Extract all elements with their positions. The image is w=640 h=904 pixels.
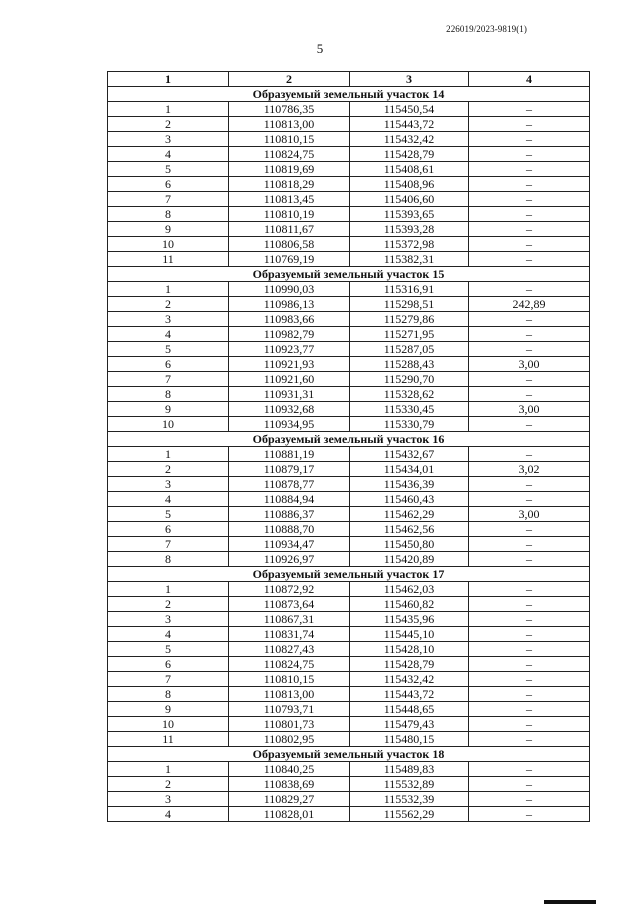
x-coordinate-cell: 110819,69 [229, 162, 350, 177]
value-cell: – [469, 717, 590, 732]
x-coordinate-cell: 110824,75 [229, 657, 350, 672]
x-coordinate-cell: 110831,74 [229, 627, 350, 642]
x-coordinate-cell: 110872,92 [229, 582, 350, 597]
y-coordinate-cell: 115462,56 [350, 522, 469, 537]
value-cell: 242,89 [469, 297, 590, 312]
point-number-cell: 5 [108, 642, 229, 657]
table-row [108, 312, 590, 327]
y-coordinate-cell: 115432,42 [350, 672, 469, 687]
x-coordinate-cell: 110793,71 [229, 702, 350, 717]
point-number-cell: 7 [108, 672, 229, 687]
table-row [108, 582, 590, 597]
x-coordinate-cell: 110801,73 [229, 717, 350, 732]
x-coordinate-cell: 110886,37 [229, 507, 350, 522]
x-coordinate-cell: 110829,27 [229, 792, 350, 807]
value-cell: – [469, 237, 590, 252]
section-title: Образуемый земельный участок 14 [108, 87, 590, 102]
y-coordinate-cell: 115382,31 [350, 252, 469, 267]
value-cell: – [469, 522, 590, 537]
point-number-cell: 4 [108, 807, 229, 822]
point-number-cell: 8 [108, 387, 229, 402]
y-coordinate-cell: 115393,28 [350, 222, 469, 237]
value-cell: 3,00 [469, 402, 590, 417]
table-row [108, 537, 590, 552]
y-coordinate-cell: 115489,83 [350, 762, 469, 777]
x-coordinate-cell: 110931,31 [229, 387, 350, 402]
value-cell: – [469, 642, 590, 657]
value-cell: 3,00 [469, 357, 590, 372]
table-row [108, 162, 590, 177]
y-coordinate-cell: 115298,51 [350, 297, 469, 312]
table-row [108, 612, 590, 627]
table-row [108, 387, 590, 402]
point-number-cell: 11 [108, 252, 229, 267]
x-coordinate-cell: 110818,29 [229, 177, 350, 192]
value-cell: – [469, 117, 590, 132]
y-coordinate-cell: 115287,05 [350, 342, 469, 357]
x-coordinate-cell: 110813,00 [229, 687, 350, 702]
y-coordinate-cell: 115462,03 [350, 582, 469, 597]
x-coordinate-cell: 110926,97 [229, 552, 350, 567]
x-coordinate-cell: 110810,19 [229, 207, 350, 222]
y-coordinate-cell: 115330,79 [350, 417, 469, 432]
y-coordinate-cell: 115448,65 [350, 702, 469, 717]
point-number-cell: 2 [108, 297, 229, 312]
table-row [108, 477, 590, 492]
y-coordinate-cell: 115432,67 [350, 447, 469, 462]
coordinates-table [107, 71, 590, 822]
x-coordinate-cell: 110879,17 [229, 462, 350, 477]
table-row [108, 657, 590, 672]
section-title: Образуемый земельный участок 16 [108, 432, 590, 447]
table-row [108, 192, 590, 207]
y-coordinate-cell: 115434,01 [350, 462, 469, 477]
table-row [108, 327, 590, 342]
x-coordinate-cell: 110824,75 [229, 147, 350, 162]
point-number-cell: 7 [108, 372, 229, 387]
table-row [108, 177, 590, 192]
value-cell: – [469, 597, 590, 612]
value-cell: – [469, 672, 590, 687]
x-coordinate-cell: 110934,47 [229, 537, 350, 552]
point-number-cell: 9 [108, 702, 229, 717]
value-cell: – [469, 147, 590, 162]
value-cell: – [469, 792, 590, 807]
section-title: Образуемый земельный участок 15 [108, 267, 590, 282]
x-coordinate-cell: 110802,95 [229, 732, 350, 747]
value-cell: – [469, 627, 590, 642]
y-coordinate-cell: 115562,29 [350, 807, 469, 822]
table-row [108, 342, 590, 357]
x-coordinate-cell: 110982,79 [229, 327, 350, 342]
table-row [108, 717, 590, 732]
table-row [108, 597, 590, 612]
table-row [108, 357, 590, 372]
value-cell: – [469, 252, 590, 267]
x-coordinate-cell: 110990,03 [229, 282, 350, 297]
table-row [108, 762, 590, 777]
y-coordinate-cell: 115408,61 [350, 162, 469, 177]
table-row [108, 117, 590, 132]
table-header-row [108, 72, 590, 87]
point-number-cell: 9 [108, 402, 229, 417]
point-number-cell: 4 [108, 492, 229, 507]
point-number-cell: 8 [108, 207, 229, 222]
x-coordinate-cell: 110840,25 [229, 762, 350, 777]
y-coordinate-cell: 115532,89 [350, 777, 469, 792]
x-coordinate-cell: 110986,13 [229, 297, 350, 312]
value-cell: – [469, 477, 590, 492]
table-row [108, 642, 590, 657]
point-number-cell: 3 [108, 477, 229, 492]
y-coordinate-cell: 115428,79 [350, 147, 469, 162]
value-cell: – [469, 417, 590, 432]
x-coordinate-cell: 110838,69 [229, 777, 350, 792]
y-coordinate-cell: 115532,39 [350, 792, 469, 807]
value-cell: – [469, 777, 590, 792]
section-header-row [108, 87, 590, 102]
point-number-cell: 7 [108, 537, 229, 552]
document-id: 226019/2023-9819(1) [446, 24, 527, 34]
table-row [108, 777, 590, 792]
y-coordinate-cell: 115450,54 [350, 102, 469, 117]
section-header-row [108, 432, 590, 447]
point-number-cell: 3 [108, 612, 229, 627]
point-number-cell: 10 [108, 717, 229, 732]
y-coordinate-cell: 115290,70 [350, 372, 469, 387]
x-coordinate-cell: 110811,67 [229, 222, 350, 237]
x-coordinate-cell: 110867,31 [229, 612, 350, 627]
table-row [108, 462, 590, 477]
table-row [108, 672, 590, 687]
value-cell: – [469, 732, 590, 747]
x-coordinate-cell: 110828,01 [229, 807, 350, 822]
table-row [108, 282, 590, 297]
table-row [108, 102, 590, 117]
column-header-2: 2 [229, 72, 350, 87]
value-cell: – [469, 162, 590, 177]
value-cell: – [469, 327, 590, 342]
value-cell: – [469, 552, 590, 567]
x-coordinate-cell: 110873,64 [229, 597, 350, 612]
section-header-row [108, 267, 590, 282]
section-title: Образуемый земельный участок 17 [108, 567, 590, 582]
value-cell: – [469, 102, 590, 117]
point-number-cell: 6 [108, 177, 229, 192]
x-coordinate-cell: 110881,19 [229, 447, 350, 462]
value-cell: – [469, 492, 590, 507]
point-number-cell: 5 [108, 507, 229, 522]
point-number-cell: 6 [108, 522, 229, 537]
y-coordinate-cell: 115432,42 [350, 132, 469, 147]
y-coordinate-cell: 115443,72 [350, 687, 469, 702]
table-row [108, 552, 590, 567]
y-coordinate-cell: 115420,89 [350, 552, 469, 567]
y-coordinate-cell: 115436,39 [350, 477, 469, 492]
point-number-cell: 4 [108, 627, 229, 642]
point-number-cell: 6 [108, 657, 229, 672]
section-header-row [108, 567, 590, 582]
x-coordinate-cell: 110813,45 [229, 192, 350, 207]
value-cell: – [469, 312, 590, 327]
point-number-cell: 2 [108, 597, 229, 612]
x-coordinate-cell: 110932,68 [229, 402, 350, 417]
point-number-cell: 2 [108, 777, 229, 792]
y-coordinate-cell: 115408,96 [350, 177, 469, 192]
value-cell: – [469, 447, 590, 462]
y-coordinate-cell: 115288,43 [350, 357, 469, 372]
y-coordinate-cell: 115460,43 [350, 492, 469, 507]
point-number-cell: 3 [108, 792, 229, 807]
y-coordinate-cell: 115445,10 [350, 627, 469, 642]
y-coordinate-cell: 115372,98 [350, 237, 469, 252]
table-row [108, 807, 590, 822]
point-number-cell: 2 [108, 117, 229, 132]
point-number-cell: 1 [108, 282, 229, 297]
point-number-cell: 1 [108, 582, 229, 597]
point-number-cell: 5 [108, 342, 229, 357]
value-cell: – [469, 207, 590, 222]
y-coordinate-cell: 115428,10 [350, 642, 469, 657]
point-number-cell: 1 [108, 762, 229, 777]
value-cell: – [469, 177, 590, 192]
y-coordinate-cell: 115450,80 [350, 537, 469, 552]
point-number-cell: 7 [108, 192, 229, 207]
y-coordinate-cell: 115443,72 [350, 117, 469, 132]
x-coordinate-cell: 110810,15 [229, 132, 350, 147]
y-coordinate-cell: 115393,65 [350, 207, 469, 222]
x-coordinate-cell: 110786,35 [229, 102, 350, 117]
point-number-cell: 11 [108, 732, 229, 747]
footer-mark [544, 900, 596, 904]
section-header-row [108, 747, 590, 762]
table-row [108, 222, 590, 237]
table-row [108, 627, 590, 642]
value-cell: 3,02 [469, 462, 590, 477]
value-cell: – [469, 387, 590, 402]
point-number-cell: 1 [108, 102, 229, 117]
y-coordinate-cell: 115328,62 [350, 387, 469, 402]
table-row [108, 297, 590, 312]
value-cell: – [469, 372, 590, 387]
table-row [108, 132, 590, 147]
point-number-cell: 4 [108, 147, 229, 162]
table-row [108, 417, 590, 432]
table-row [108, 447, 590, 462]
x-coordinate-cell: 110921,60 [229, 372, 350, 387]
page-number: 5 [316, 41, 324, 56]
value-cell: – [469, 582, 590, 597]
table-row [108, 732, 590, 747]
point-number-cell: 10 [108, 237, 229, 252]
point-number-cell: 8 [108, 552, 229, 567]
section-title: Образуемый земельный участок 18 [108, 747, 590, 762]
table-row [108, 147, 590, 162]
x-coordinate-cell: 110810,15 [229, 672, 350, 687]
y-coordinate-cell: 115330,45 [350, 402, 469, 417]
x-coordinate-cell: 110827,43 [229, 642, 350, 657]
x-coordinate-cell: 110813,00 [229, 117, 350, 132]
value-cell: – [469, 807, 590, 822]
y-coordinate-cell: 115316,91 [350, 282, 469, 297]
table-row [108, 402, 590, 417]
table-row [108, 507, 590, 522]
table-row [108, 702, 590, 717]
table-row [108, 207, 590, 222]
x-coordinate-cell: 110769,19 [229, 252, 350, 267]
y-coordinate-cell: 115479,43 [350, 717, 469, 732]
value-cell: – [469, 342, 590, 357]
value-cell: – [469, 222, 590, 237]
x-coordinate-cell: 110878,77 [229, 477, 350, 492]
y-coordinate-cell: 115462,29 [350, 507, 469, 522]
table-row [108, 372, 590, 387]
y-coordinate-cell: 115480,15 [350, 732, 469, 747]
value-cell: 3,00 [469, 507, 590, 522]
x-coordinate-cell: 110923,77 [229, 342, 350, 357]
point-number-cell: 10 [108, 417, 229, 432]
table-row [108, 237, 590, 252]
column-header-3: 3 [350, 72, 469, 87]
value-cell: – [469, 702, 590, 717]
x-coordinate-cell: 110934,95 [229, 417, 350, 432]
value-cell: – [469, 537, 590, 552]
point-number-cell: 9 [108, 222, 229, 237]
value-cell: – [469, 132, 590, 147]
column-header-4: 4 [469, 72, 590, 87]
table-row [108, 792, 590, 807]
point-number-cell: 6 [108, 357, 229, 372]
table-row [108, 252, 590, 267]
x-coordinate-cell: 110983,66 [229, 312, 350, 327]
x-coordinate-cell: 110888,70 [229, 522, 350, 537]
y-coordinate-cell: 115271,95 [350, 327, 469, 342]
x-coordinate-cell: 110921,93 [229, 357, 350, 372]
point-number-cell: 5 [108, 162, 229, 177]
x-coordinate-cell: 110806,58 [229, 237, 350, 252]
table-row [108, 522, 590, 537]
value-cell: – [469, 282, 590, 297]
point-number-cell: 3 [108, 132, 229, 147]
y-coordinate-cell: 115428,79 [350, 657, 469, 672]
table-row [108, 492, 590, 507]
point-number-cell: 2 [108, 462, 229, 477]
value-cell: – [469, 762, 590, 777]
y-coordinate-cell: 115460,82 [350, 597, 469, 612]
value-cell: – [469, 612, 590, 627]
value-cell: – [469, 657, 590, 672]
value-cell: – [469, 192, 590, 207]
table-row [108, 687, 590, 702]
point-number-cell: 1 [108, 447, 229, 462]
x-coordinate-cell: 110884,94 [229, 492, 350, 507]
y-coordinate-cell: 115279,86 [350, 312, 469, 327]
y-coordinate-cell: 115435,96 [350, 612, 469, 627]
point-number-cell: 8 [108, 687, 229, 702]
point-number-cell: 3 [108, 312, 229, 327]
column-header-1: 1 [108, 72, 229, 87]
point-number-cell: 4 [108, 327, 229, 342]
y-coordinate-cell: 115406,60 [350, 192, 469, 207]
value-cell: – [469, 687, 590, 702]
